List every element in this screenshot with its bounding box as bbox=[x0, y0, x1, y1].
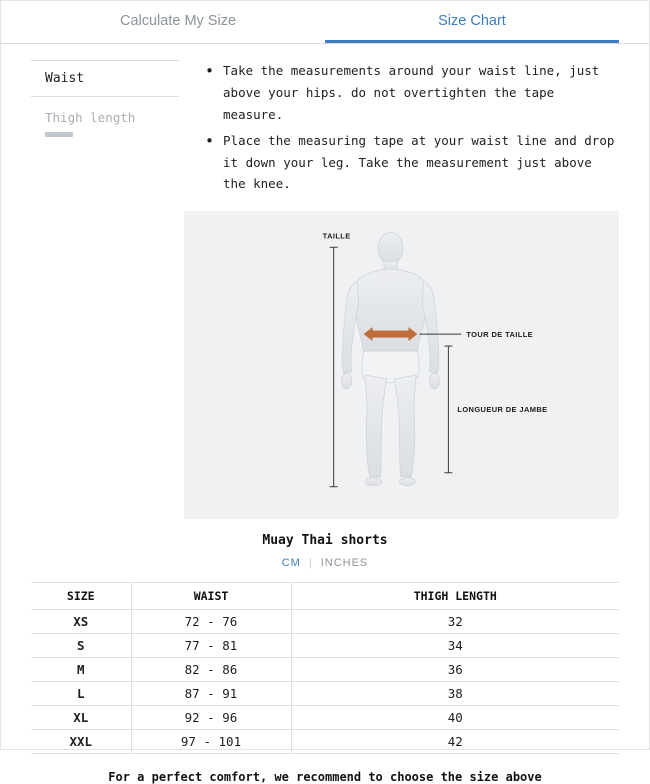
table-header-row bbox=[31, 583, 619, 610]
height-measure-line bbox=[330, 248, 338, 487]
thigh-cell: 42 bbox=[291, 730, 619, 754]
unit-toggle bbox=[1, 557, 649, 569]
table-row bbox=[31, 610, 619, 634]
table-row bbox=[31, 706, 619, 730]
waist-cell: 77 - 81 bbox=[131, 634, 291, 658]
indicator-dash bbox=[45, 132, 73, 137]
product-name: Muay Thai shorts bbox=[262, 533, 388, 549]
waist-cell: 92 - 96 bbox=[131, 706, 291, 730]
measurement-section bbox=[1, 44, 649, 199]
sidebar-item-thigh-length[interactable] bbox=[31, 97, 179, 137]
size-cell: XL bbox=[31, 706, 131, 730]
tab-bar bbox=[1, 1, 649, 44]
thigh-cell: 36 bbox=[291, 658, 619, 682]
instruction-item bbox=[205, 60, 619, 126]
measurement-diagram bbox=[184, 211, 619, 519]
waist-cell: 87 - 91 bbox=[131, 682, 291, 706]
bullet-icon: • bbox=[205, 62, 215, 80]
table-row bbox=[31, 658, 619, 682]
thigh-cell: 38 bbox=[291, 682, 619, 706]
header-thigh-length: THIGH LENGTH bbox=[291, 583, 619, 610]
waist-cell: 72 - 76 bbox=[131, 610, 291, 634]
unit-option-cm[interactable]: CM bbox=[281, 557, 301, 570]
comfort-recommendation-note: For a perfect comfort, we recommend to choose the size above bbox=[108, 770, 542, 784]
sidebar-item-waist[interactable]: Waist bbox=[31, 60, 179, 97]
table-row bbox=[31, 682, 619, 706]
size-cell: L bbox=[31, 682, 131, 706]
thigh-cell: 34 bbox=[291, 634, 619, 658]
instruction-text: Place the measuring tape at your waist line and drop it down your leg. Take the measurement just above the knee. bbox=[223, 132, 615, 192]
size-chart-table bbox=[31, 582, 619, 754]
waist-label: TOUR DE TAILLE bbox=[466, 330, 534, 340]
height-label: TAILLE bbox=[322, 231, 351, 241]
unit-separator: | bbox=[308, 557, 313, 570]
instruction-item bbox=[205, 130, 619, 196]
size-cell: XXL bbox=[31, 730, 131, 754]
thigh-cell: 32 bbox=[291, 610, 619, 634]
table-row bbox=[31, 634, 619, 658]
header-size: SIZE bbox=[31, 583, 131, 610]
mannequin-body bbox=[342, 233, 440, 486]
table-row bbox=[31, 730, 619, 754]
measurement-sidebar bbox=[31, 60, 179, 199]
leg-label: LONGUEUR DE JAMBE bbox=[457, 405, 548, 415]
tab-calculate-my-size[interactable]: Calculate My Size bbox=[119, 13, 237, 29]
thigh-cell: 40 bbox=[291, 706, 619, 730]
tab-size-chart[interactable]: Size Chart bbox=[325, 1, 619, 43]
size-cell: XS bbox=[31, 610, 131, 634]
size-cell: M bbox=[31, 658, 131, 682]
unit-option-inches[interactable]: INCHES bbox=[320, 557, 369, 570]
bullet-icon: • bbox=[205, 131, 215, 150]
size-cell: S bbox=[31, 634, 131, 658]
waist-cell: 82 - 86 bbox=[131, 658, 291, 682]
instructions bbox=[205, 60, 619, 199]
mannequin-figure-svg bbox=[184, 211, 619, 519]
leg-measure-line bbox=[444, 346, 452, 473]
instruction-text: Take the measurements around your waist line, just above your hips. do not overtighten the tape measure. bbox=[223, 63, 600, 122]
waist-cell: 97 - 101 bbox=[131, 730, 291, 754]
header-waist: WAIST bbox=[131, 583, 291, 610]
sidebar-item-label: Thigh length bbox=[45, 110, 136, 125]
